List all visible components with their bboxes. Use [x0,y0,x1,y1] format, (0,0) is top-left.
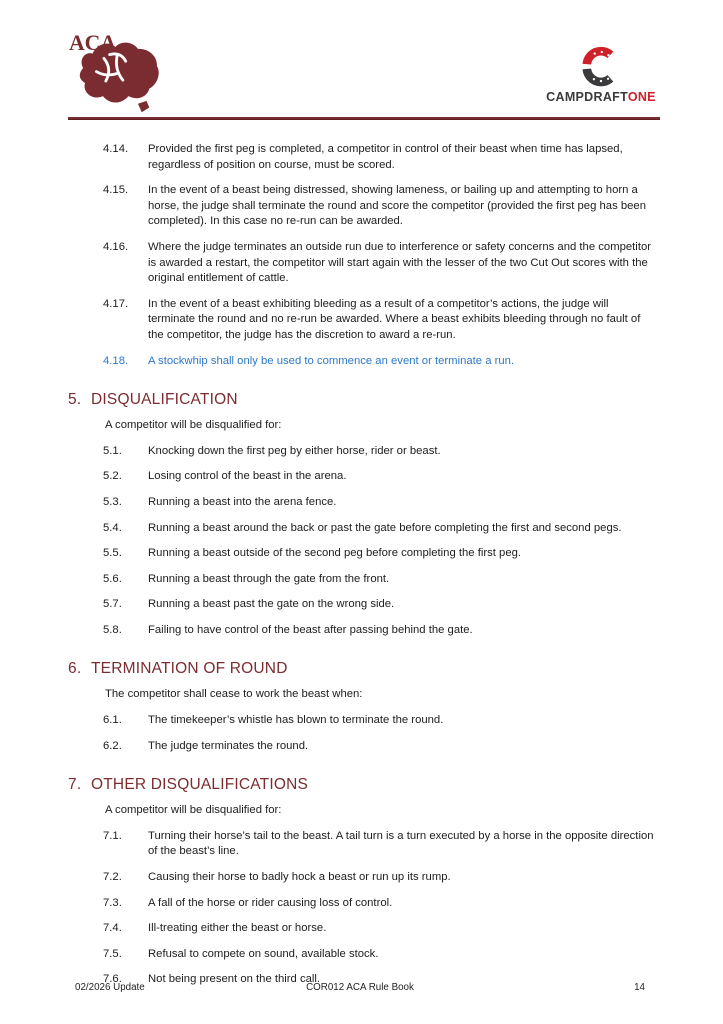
list-item [68,896,660,912]
list-item [68,183,660,230]
item-number: 7.4. [103,922,122,935]
item-text: In the event of a beast being distressed, showing lameness, or bailing up and attempting to horn a horse, the judge shall terminate the round and score the competitor (provided the first peg has been completed). In this case no re-run can be awarded. [148,184,646,228]
item-text: A fall of the horse or rider causing loss of control. [148,896,393,909]
item-text: Losing control of the beast in the arena. [148,470,347,483]
item-text: Not being present on the third call. [148,973,321,986]
item-text: Running a beast into the arena fence. [148,495,337,508]
item-number: 7.1. [103,829,122,842]
item-number: 5.4. [103,521,122,534]
document-body [68,142,660,988]
list-item [68,947,660,963]
campdraftone-logo [542,42,660,104]
item-number: 5.8. [103,623,122,636]
item-text: Running a beast outside of the second peg before completing the first peg. [148,547,522,560]
header-divider [68,117,660,120]
brand-campdraft: CAMPDRAFT [546,90,628,104]
item-number: 5.6. [103,572,122,585]
list-item [68,546,660,562]
section-intro: The competitor shall cease to work the beast when: [105,688,363,701]
item-number: 5.3. [103,495,122,508]
list-item-highlighted [68,354,660,370]
horseshoe-c-icon [579,42,623,88]
section-heading [68,775,660,794]
section-intro: A competitor will be disqualified for: [105,804,282,817]
item-number: 4.18. [103,354,129,367]
item-number: 4.16. [103,240,129,253]
brand-one: ONE [627,90,656,104]
item-text: Running a beast past the gate on the wrong side. [148,598,395,611]
footer-page-number: 14 [634,982,645,993]
item-number: 4.17. [103,297,129,310]
item-text: Running a beast through the gate from the front. [148,572,390,585]
item-number: 7.5. [103,947,122,960]
footer-document-title: COR012 ACA Rule Book [306,982,414,993]
item-text: Turning their horse’s tail to the beast. A tail turn is a turn executed by a horse in the opposite direction of the beast’s line. [148,829,654,858]
item-text: Refusal to compete on sound, available stock. [148,947,379,960]
item-number: 7.2. [103,871,122,884]
section-number: 7. [68,776,82,794]
list-item [68,870,660,886]
item-number: 5.5. [103,547,122,560]
section-heading [68,390,660,409]
list-item [68,297,660,344]
section-heading [68,659,660,678]
footer-update-label: 02/2026 Update [75,982,145,993]
list-item [68,495,660,511]
item-text: Knocking down the first peg by either horse, rider or beast. [148,444,441,457]
list-item [68,829,660,860]
item-number: 7.6. [103,973,122,986]
aca-logo-text: ACA [68,30,117,55]
item-number: 4.14. [103,143,129,155]
item-text: The judge terminates the round. [148,739,309,752]
item-number: 6.1. [103,714,122,727]
item-number: 7.3. [103,896,122,909]
aca-horse-map-icon [68,30,172,115]
section-title: TERMINATION OF ROUND [91,660,288,678]
section-title: DISQUALIFICATION [91,391,238,409]
list-item [68,521,660,537]
item-text: Where the judge terminates an outside run due to interference or safety concerns and the competitor is awarded a restart, the competitor will start again with the lesser of the two Cut Out scores with the original entitlement of cattle. [148,240,651,285]
page-footer [75,982,645,993]
item-text: Provided the first peg is completed, a competitor in control of their beast when time has lapsed, regardless of position on course, must be scored. [148,143,623,171]
list-item [68,713,660,729]
list-item [68,739,660,755]
item-number: 5.1. [103,444,122,457]
list-item [68,623,660,639]
list-item [68,444,660,460]
list-item [68,142,660,173]
section-number: 6. [68,660,82,678]
item-text: Causing their horse to badly hock a beast or run up its rump. [148,871,451,884]
list-item [68,469,660,485]
item-text: Failing to have control of the beast after passing behind the gate. [148,623,473,636]
item-text: Running a beast around the back or past the gate before completing the first and second pegs. [148,521,622,534]
list-item [68,240,660,287]
item-number: 6.2. [103,739,122,752]
aca-logo [68,30,172,116]
item-text: A stockwhip shall only be used to commence an event or terminate a run. [148,354,515,367]
list-item [68,572,660,588]
item-text: In the event of a beast exhibiting bleeding as a result of a competitor’s actions, the judge will terminate the round and no re-run be awarded. Where a beast exhibits bleeding through no fault of the competitor, the judge has the discretion to award a re-run. [148,297,641,341]
section-number: 5. [68,391,82,409]
item-number: 5.7. [103,598,122,611]
section-intro: A competitor will be disqualified for: [105,419,282,432]
list-item [68,921,660,937]
page-header [68,30,660,118]
item-number: 4.15. [103,184,129,197]
item-number: 5.2. [103,470,122,483]
list-item [68,597,660,613]
section-title: OTHER DISQUALIFICATIONS [91,776,309,794]
item-text: The timekeeper’s whistle has blown to terminate the round. [148,714,444,727]
item-text: Ill-treating either the beast or horse. [148,922,327,935]
campdraftone-wordmark [542,90,660,104]
